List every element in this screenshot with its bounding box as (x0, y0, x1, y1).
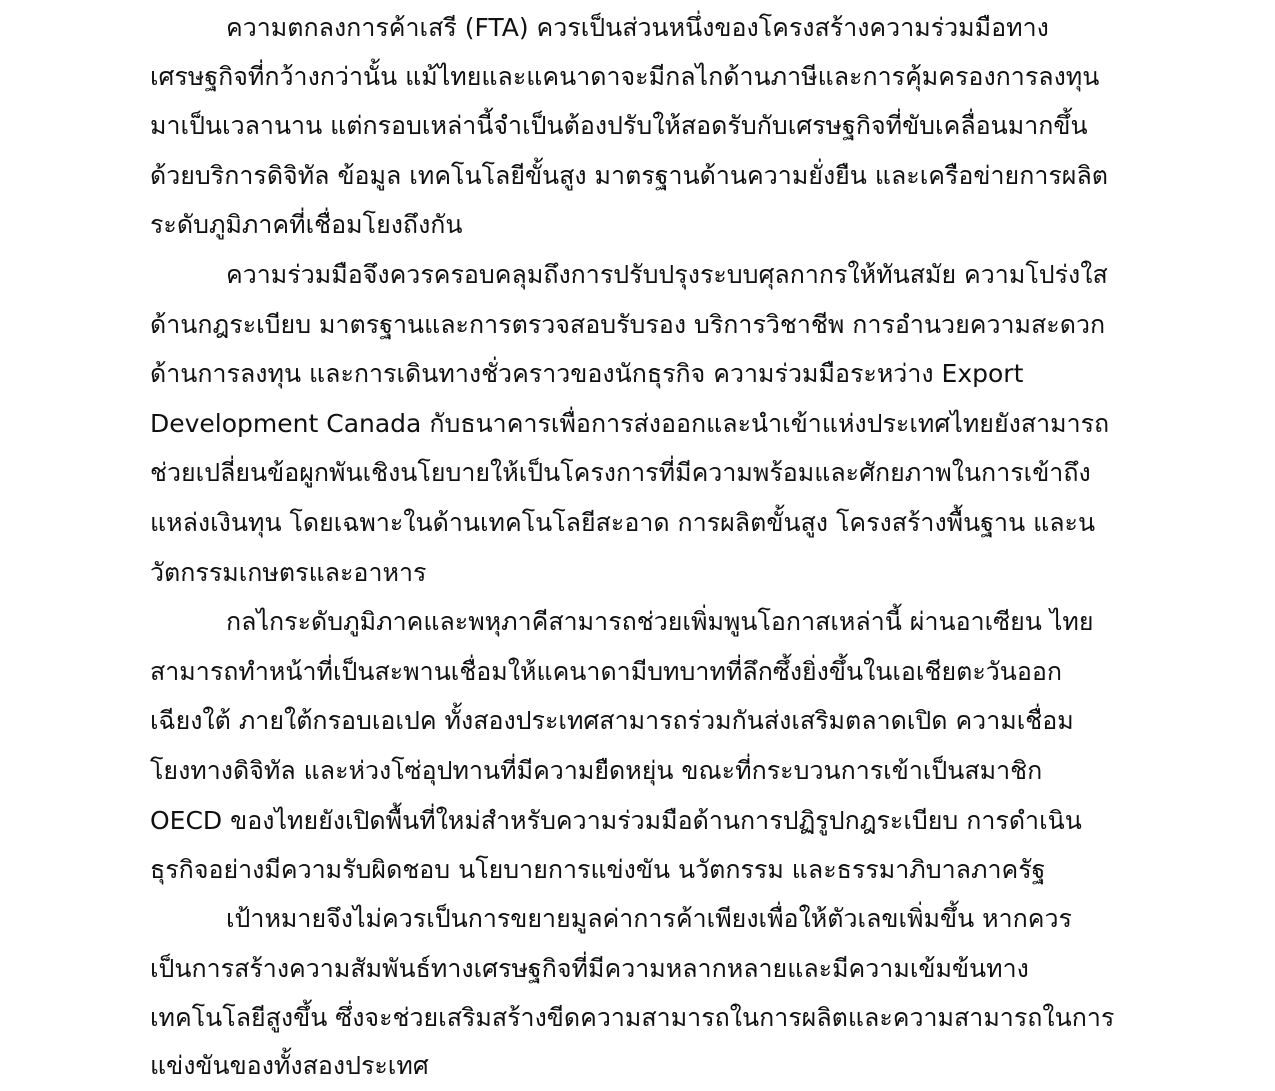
paragraph-1-line-1: ความตกลงการค้าเสรี (FTA) ควรเป็นส่วนหนึ่งของโครงสร้างความร่วมมือทาง (226, 13, 1049, 42)
paragraph-3-line-5: OECD ของไทยยังเปิดพื้นที่ใหม่สำหรับความร่วมมือด้านการปฏิรูปกฎระเบียบ การดำเนิน (150, 806, 1082, 835)
paragraph-1-line-3: มาเป็นเวลานาน แต่กรอบเหล่านี้จำเป็นต้องปรับให้สอดรับกับเศรษฐกิจที่ขับเคลื่อนมากขึ้น (150, 111, 1088, 140)
paragraph-3-line-6: ธุรกิจอย่างมีความรับผิดชอบ นโยบายการแข่งขัน นวัตกรรม และธรรมาภิบาลภาครัฐ (150, 855, 1046, 884)
paragraph-4-line-2: เป็นการสร้างความสัมพันธ์ทางเศรษฐกิจที่มีความหลากหลายและมีความเข้มข้นทาง (150, 954, 1029, 983)
paragraph-2-line-1: ความร่วมมือจึงควรครอบคลุมถึงการปรับปรุงระบบศุลกากรให้ทันสมัย ความโปร่งใส (226, 260, 1108, 289)
paragraph-4-line-1: เป้าหมายจึงไม่ควรเป็นการขยายมูลค่าการค้าเพียงเพื่อให้ตัวเลขเพิ่มขึ้น หากควร (226, 904, 1072, 933)
paragraph-2-line-2: ด้านกฎระเบียบ มาตรฐานและการตรวจสอบรับรอง บริการวิชาชีพ การอำนวยความสะดวก (150, 310, 1106, 339)
paragraph-2-line-5: ช่วยเปลี่ยนข้อผูกพันเชิงนโยบายให้เป็นโครงการที่มีความพร้อมและศักยภาพในการเข้าถึง (150, 458, 1091, 487)
paragraph-4-line-3: เทคโนโลยีสูงขึ้น ซึ่งจะช่วยเสริมสร้างขีดความสามารถในการผลิตและความสามารถในการ (150, 1003, 1115, 1032)
paragraph-2-line-6: แหล่งเงินทุน โดยเฉพาะในด้านเทคโนโลยีสะอาด การผลิตขั้นสูง โครงสร้างพื้นฐาน และน (150, 508, 1096, 537)
paragraph-2-line-7: วัตกรรมเกษตรและอาหาร (150, 558, 427, 587)
paragraph-3-line-2: สามารถทำหน้าที่เป็นสะพานเชื่อมให้แคนาดามีบทบาทที่ลึกซึ้งยิ่งขึ้นในเอเชียตะวันออก (150, 657, 1063, 686)
paragraph-1-line-4: ด้วยบริการดิจิทัล ข้อมูล เทคโนโลยีขั้นสูง มาตรฐานด้านความยั่งยืน และเครือข่ายการผลิต (150, 161, 1108, 190)
document-page (150, 0, 1125, 1091)
paragraph-4-line-4: แข่งขันของทั้งสองประเทศ (150, 1051, 429, 1080)
paragraph-2-line-4: Development Canada กับธนาคารเพื่อการส่งออกและนำเข้าแห่งประเทศไทยยังสามารถ (150, 409, 1110, 438)
paragraph-2-line-3: ด้านการลงทุน และการเดินทางชั่วคราวของนักธุรกิจ ความร่วมมือระหว่าง Export (150, 359, 1024, 388)
paragraph-1-line-2: เศรษฐกิจที่กว้างกว่านั้น แม้ไทยและแคนาดาจะมีกลไกด้านภาษีและการคุ้มครองการลงทุน (150, 62, 1100, 91)
paragraph-3-line-1: กลไกระดับภูมิภาคและพหุภาคีสามารถช่วยเพิ่มพูนโอกาสเหล่านี้ ผ่านอาเซียน ไทย (226, 607, 1094, 636)
paragraph-3-line-3: เฉียงใต้ ภายใต้กรอบเอเปค ทั้งสองประเทศสามารถร่วมกันส่งเสริมตลาดเปิด ความเชื่อม (150, 706, 1074, 735)
paragraph-1-line-5: ระดับภูมิภาคที่เชื่อมโยงถึงกัน (150, 210, 463, 239)
paragraph-3-line-4: โยงทางดิจิทัล และห่วงโซ่อุปทานที่มีความยืดหยุ่น ขณะที่กระบวนการเข้าเป็นสมาชิก (150, 756, 1043, 785)
